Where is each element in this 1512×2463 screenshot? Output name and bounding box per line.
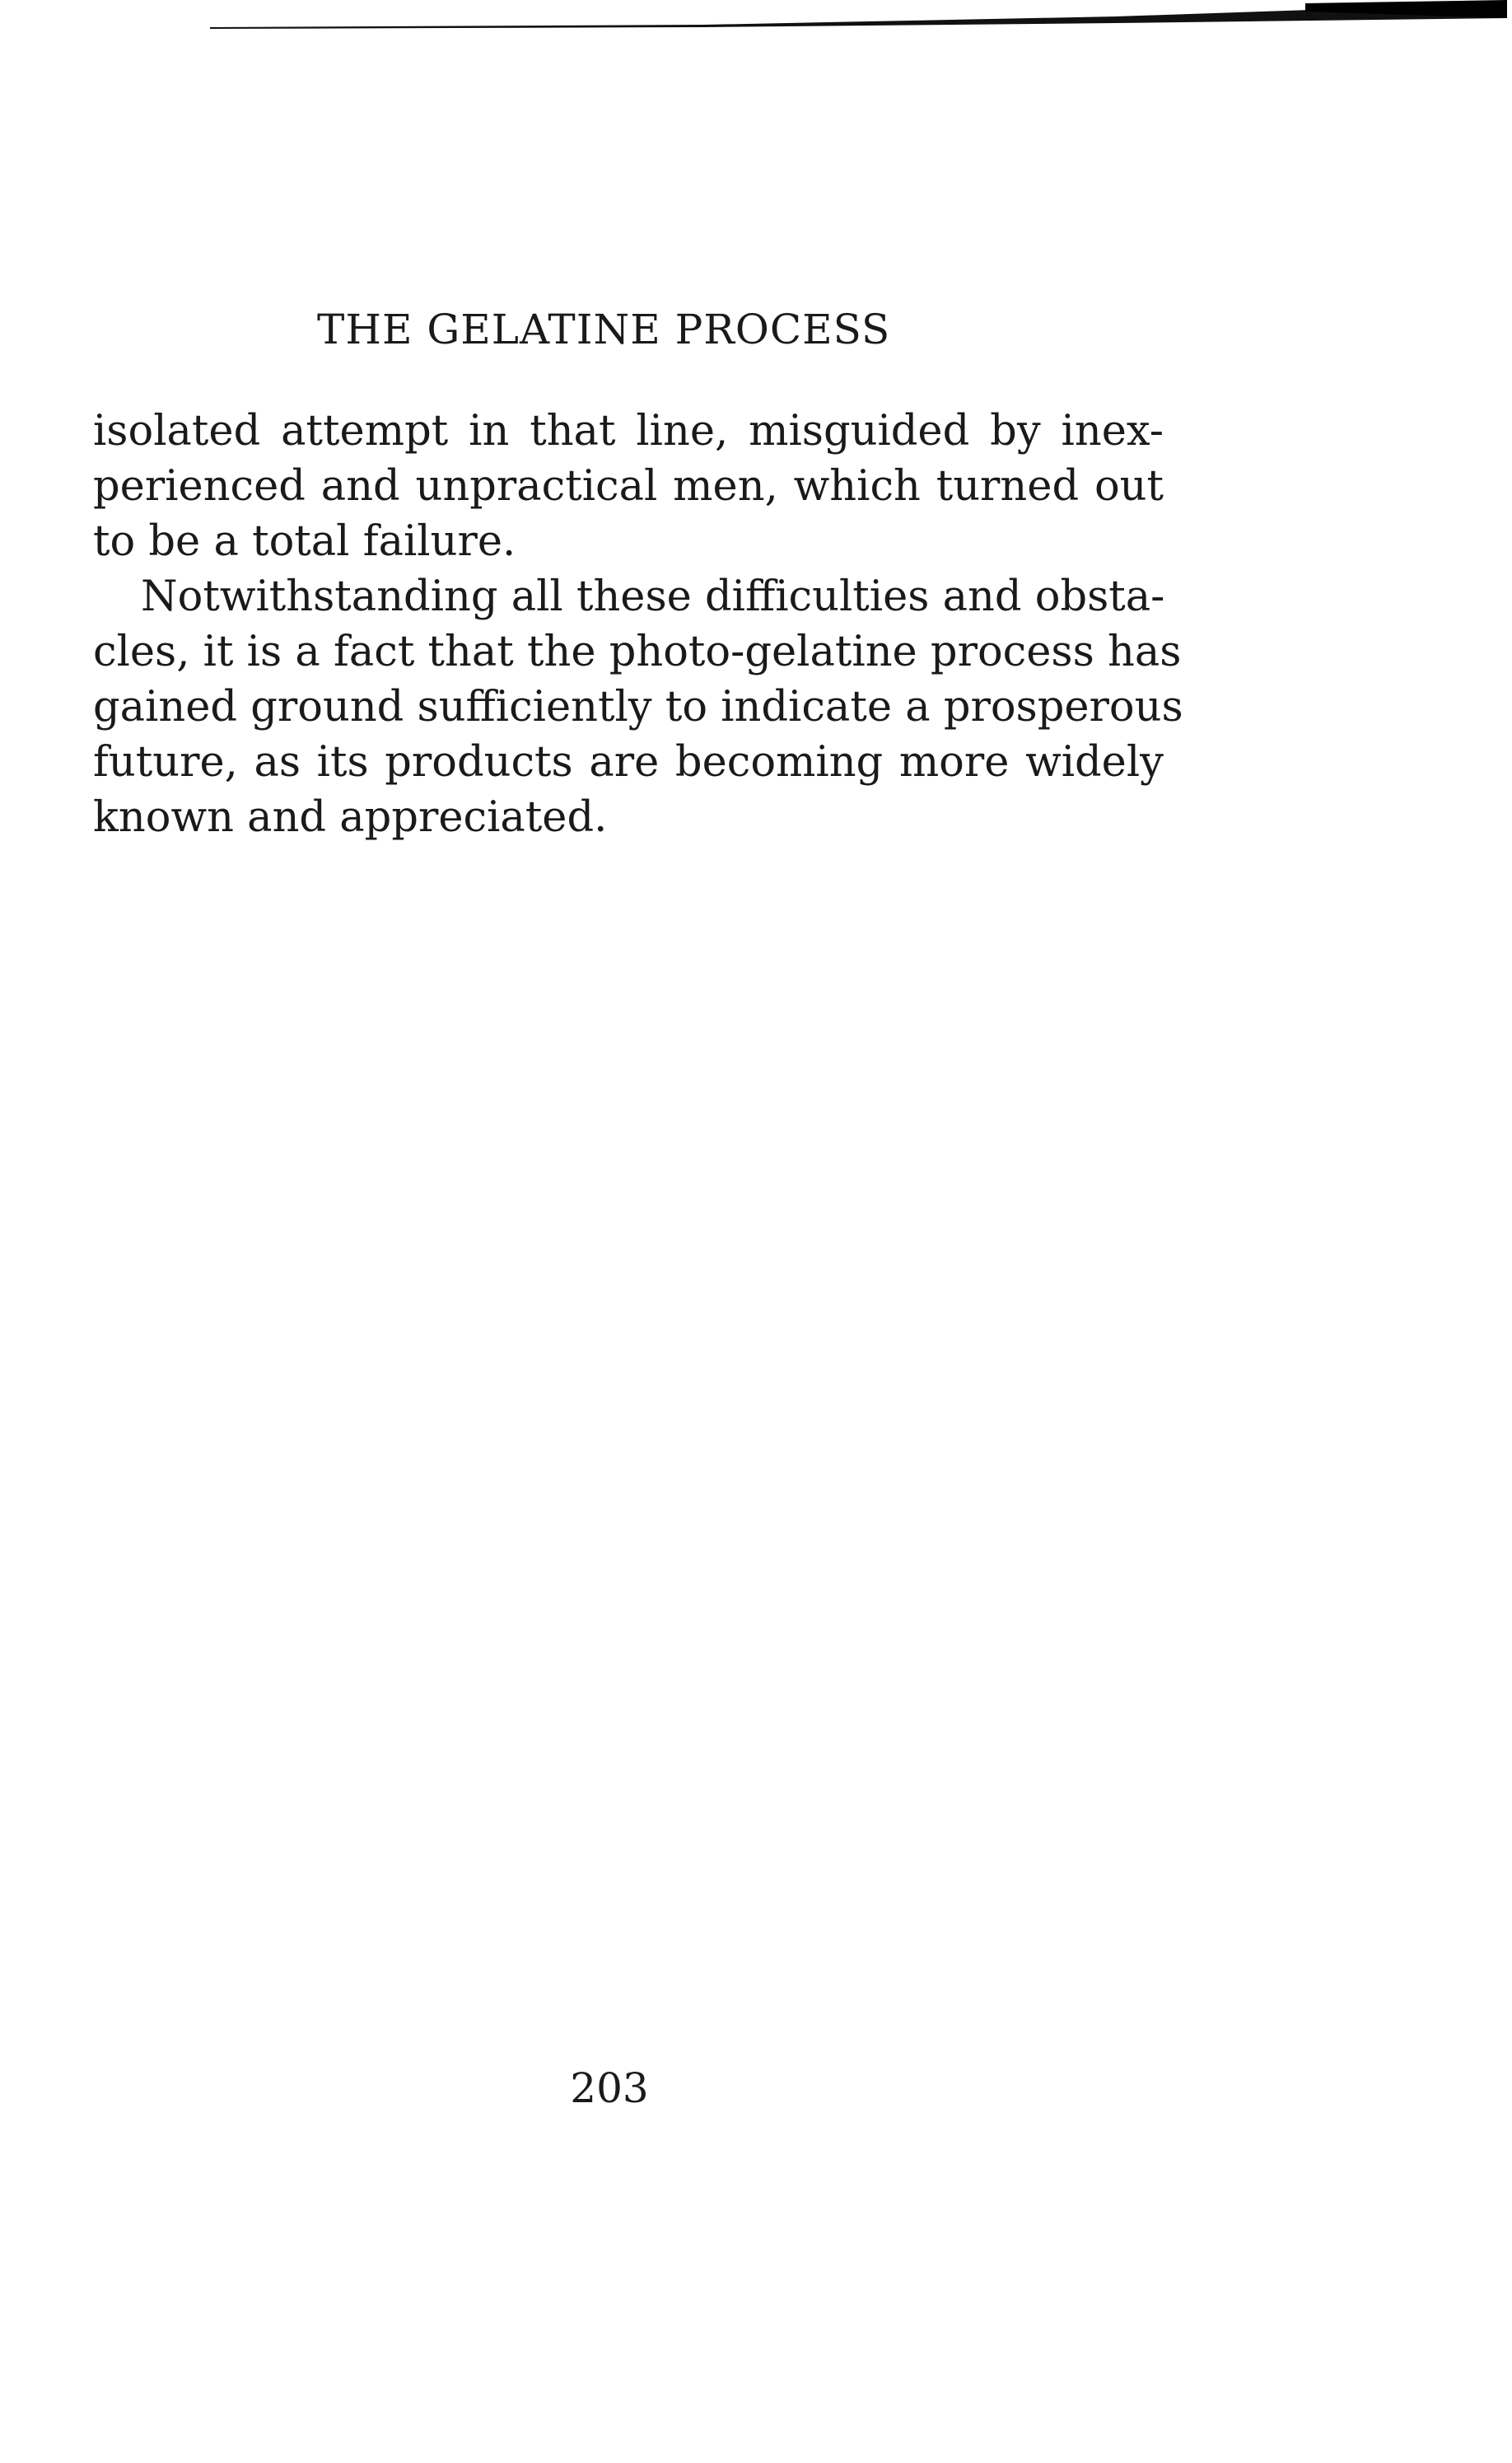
page-number: 203 (570, 2064, 649, 2112)
body-text (93, 404, 1183, 845)
paragraph-2 (93, 569, 1183, 845)
text-line: known and appreciated. (93, 793, 608, 842)
text-line: perienced and unpractical men, which turned out (93, 462, 1164, 511)
text-line: future, as its products are becoming more widely (93, 738, 1164, 787)
text-line: isolated attempt in that line, misguided by inex- (93, 407, 1164, 456)
running-head: THE GELATINE PROCESS (317, 306, 891, 353)
text-line: cles, it is a fact that the photo-gelatine process has (93, 628, 1182, 676)
paragraph-1 (93, 404, 1164, 569)
scan-edge-rule (210, 0, 1507, 30)
text-line: Notwithstanding all these difficulties and obsta- (141, 573, 1165, 621)
text-line: gained ground sufficiently to indicate a prosperous (93, 683, 1183, 731)
text-line: to be a total failure. (93, 517, 516, 566)
